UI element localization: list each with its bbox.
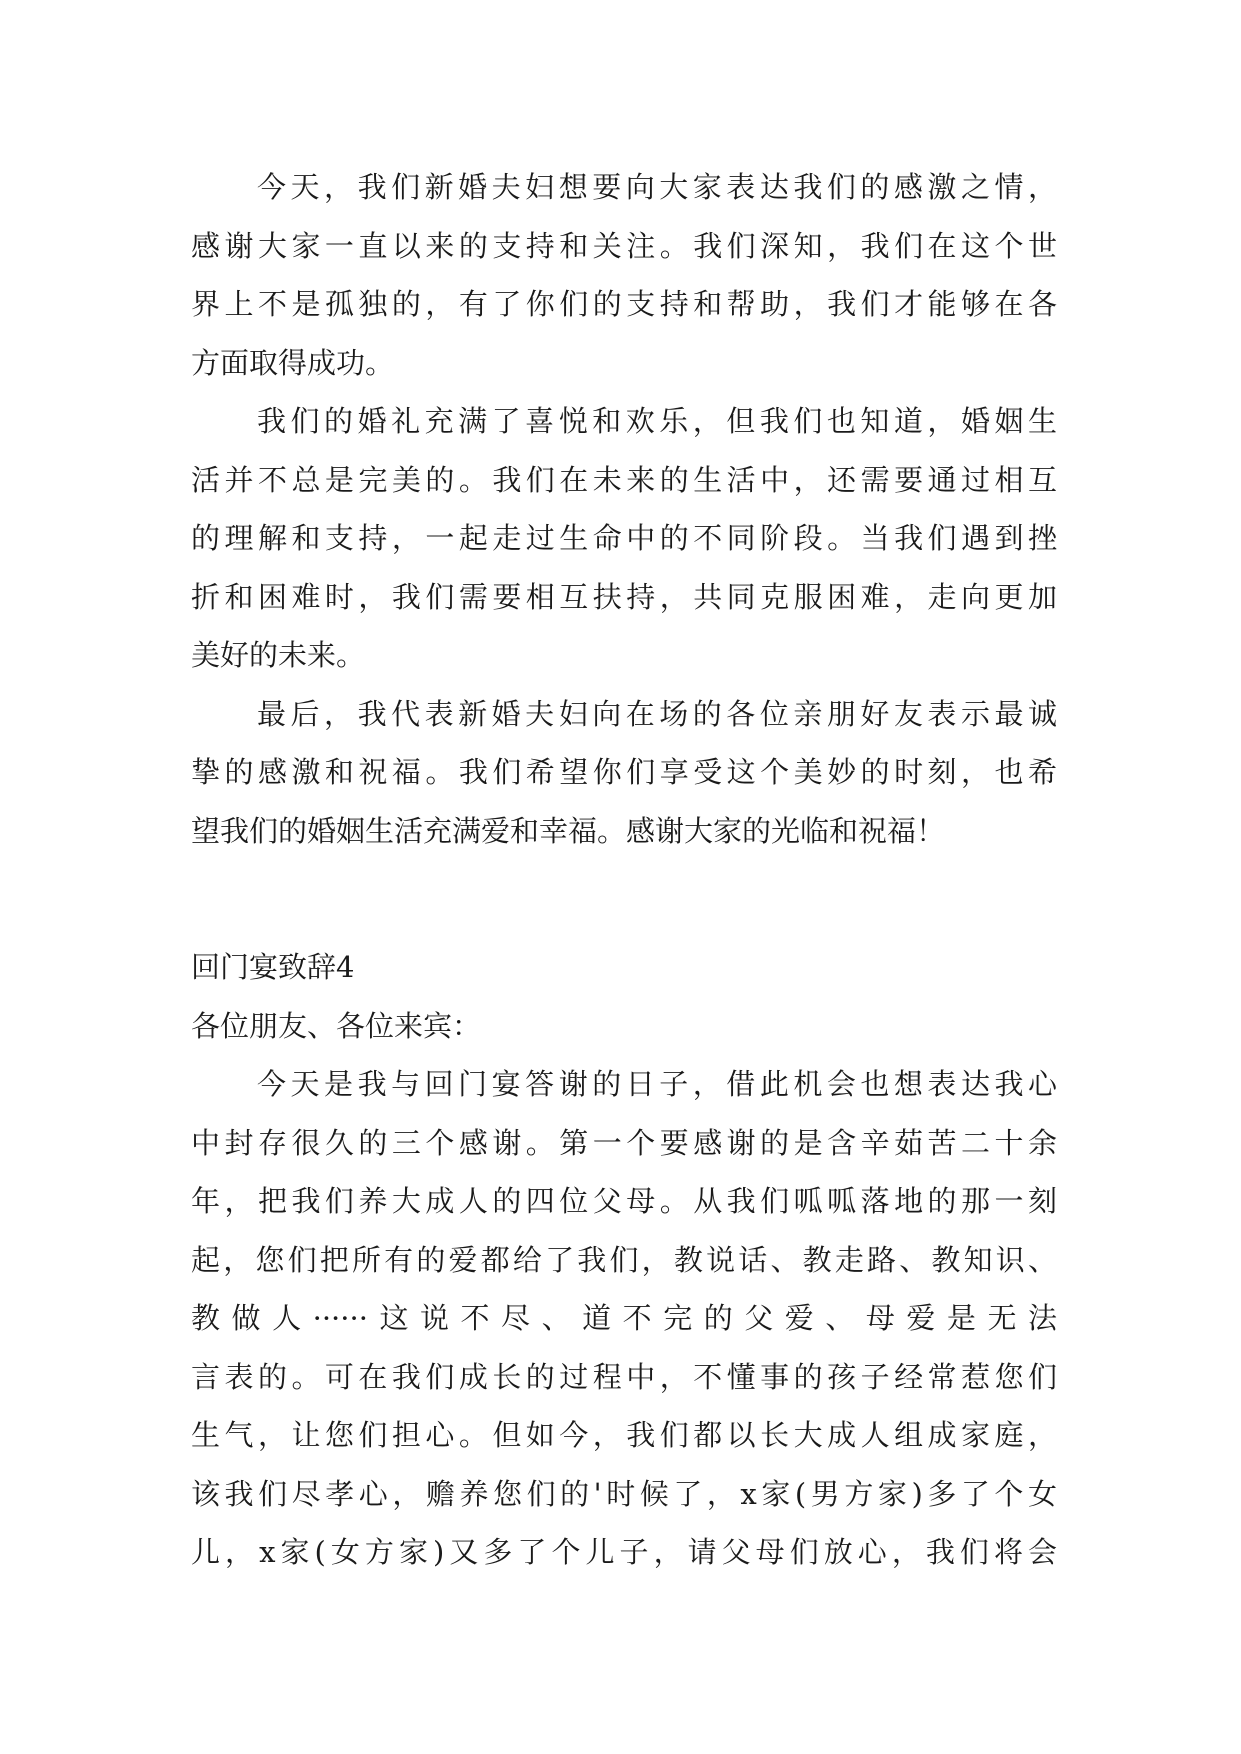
paragraph-gratitude [191,1055,1057,1582]
text-line: 美好的未来。 [191,638,366,672]
text-line: 的理解和支持，一起走过生命中的不同阶段。当我们遇到挫 [191,521,1057,555]
paragraph-closing [191,685,1057,861]
text-line: 儿，x家(女方家)又多了个儿子，请父母们放心，我们将会 [191,1535,1057,1569]
text-line: 我们的婚礼充满了喜悦和欢乐，但我们也知道，婚姻生 [257,404,1057,438]
text-line: 折和困难时，我们需要相互扶持，共同克服困难，走向更加 [191,579,1057,614]
text-line: 中封存很久的三个感谢。第一个要感谢的是含辛茹苦二十余 [191,1125,1057,1160]
text-line: 界上不是孤独的，有了你们的支持和帮助，我们才能够在各 [191,287,1057,321]
text-line: 起，您们把所有的爱都给了我们，教说话、教走路、教知识、 [191,1242,1057,1277]
document-body [191,158,1057,1582]
salutation: 各位朋友、各位来宾： [191,1008,482,1043]
text-line: 今天，我们新婚夫妇想要向大家表达我们的感激之情， [257,170,1057,204]
text-line: 生气，让您们担心。但如今，我们都以长大成人组成家庭， [191,1418,1057,1452]
text-line: 该我们尽孝心，赡养您们的'时候了，x家(男方家)多了个女 [191,1476,1057,1511]
text-line: 年，把我们养大成人的四位父母。从我们呱呱落地的那一刻 [191,1184,1057,1218]
text-line: 今天是我与回门宴答谢的日子，借此机会也想表达我心 [257,1067,1057,1101]
text-line: 最后，我代表新婚夫妇向在场的各位亲朋好友表示最诚 [257,696,1057,731]
text-line: 望我们的婚姻生活充满爱和幸福。感谢大家的光临和祝福！ [191,813,946,848]
paragraph-thanks [191,158,1057,392]
text-line: 言表的。可在我们成长的过程中，不懂事的孩子经常惹您们 [191,1359,1057,1394]
text-line: 教做人······这说不尽、道不完的父爱、母爱是无法 [191,1301,1057,1335]
section-title: 回门宴致辞4 [191,950,355,984]
text-line: 挚的感激和祝福。我们希望你们享受这个美妙的时刻，也希 [191,755,1057,789]
text-line: 活并不总是完美的。我们在未来的生活中，还需要通过相互 [191,462,1057,497]
paragraph-marriage [191,392,1057,685]
text-line: 方面取得成功。 [191,345,395,380]
text-line: 感谢大家一直以来的支持和关注。我们深知，我们在这个世 [191,228,1057,263]
